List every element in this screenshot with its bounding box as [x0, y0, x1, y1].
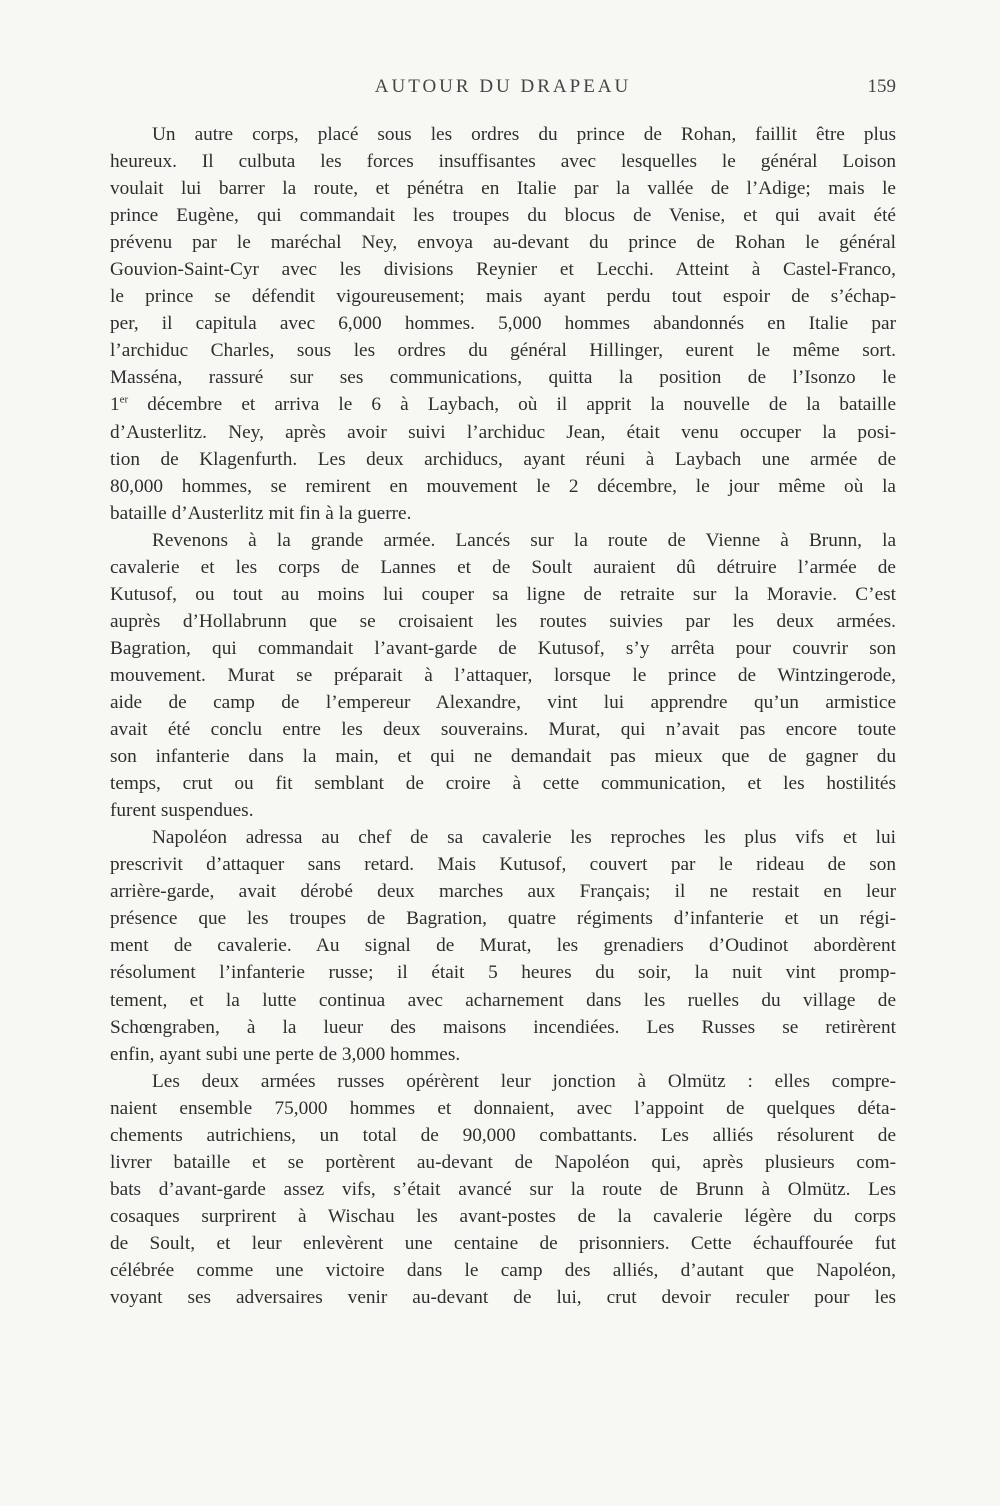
paragraph-4: [110, 1068, 896, 1311]
text-line: Masséna, rassuré sur ses communications, quitta la position de l’Isonzo le: [110, 367, 896, 389]
text-line: livrer bataille et se portèrent au-devant de Napoléon qui, après plusieurs com-: [110, 1151, 896, 1173]
text-line: son infanterie dans la main, et qui ne demandait pas mieux que de gagner du: [110, 746, 896, 768]
text-line: ment de cavalerie. Au signal de Murat, les grenadiers d’Oudinot abordèrent: [110, 935, 896, 957]
text-line: Kutusof, ou tout au moins lui couper sa ligne de retraite sur la Moravie. C’est: [110, 583, 896, 605]
text-line: Schœngraben, à la lueur des maisons incendiées. Les Russes se retirèrent: [110, 1016, 896, 1038]
text-line: bats d’avant-garde assez vifs, s’était avancé sur la route de Brunn à Olmütz. Les: [110, 1178, 896, 1200]
text-line: enfin, ayant subi une perte de 3,000 hommes.: [110, 1043, 461, 1065]
text-line: arrière-garde, avait dérobé deux marches aux Français; il ne restait en leur: [110, 881, 896, 903]
text-line: heureux. Il culbuta les forces insuffisantes avec lesquelles le général Loison: [110, 151, 896, 173]
text-line: Revenons à la grande armée. Lancés sur la route de Vienne à Brunn, la: [152, 529, 896, 551]
text-line: Gouvion-Saint-Cyr avec les divisions Reynier et Lecchi. Atteint à Castel-Franco,: [110, 259, 896, 281]
text-line: Un autre corps, placé sous les ordres du prince de Rohan, faillit être plus: [152, 124, 896, 145]
text-line: per, il capitula avec 6,000 hommes. 5,000 hommes abandonnés en Italie par: [110, 313, 896, 335]
text-line: Napoléon adressa au chef de sa cavalerie les reproches les plus vifs et lui: [152, 827, 896, 849]
text-line: Bagration, qui commandait l’avant-garde de Kutusof, s’y arrêta pour couvrir son: [110, 637, 896, 659]
text-line: temps, crut ou fit semblant de croire à cette communication, et les hostilités: [110, 773, 896, 795]
text-line: prince Eugène, qui commandait les troupes du blocus de Venise, et qui avait été: [110, 205, 896, 227]
text-line: 1er décembre et arriva le 6 à Laybach, où il apprit la nouvelle de la bataille: [110, 394, 896, 416]
paragraph-2: [110, 527, 896, 825]
paragraph-1: [110, 121, 896, 527]
running-head: [110, 74, 896, 104]
text-line: mouvement. Murat se préparait à l’attaquer, lorsque le prince de Wintzingerode,: [110, 664, 896, 686]
text-line: cavalerie et les corps de Lannes et de Soult auraient dû détruire l’armée de: [110, 556, 896, 578]
text-line: prescrivit d’attaquer sans retard. Mais Kutusof, couvert par le rideau de son: [110, 854, 896, 876]
text-line: tion de Klagenfurth. Les deux archiducs, ayant réuni à Laybach une armée de: [110, 448, 896, 470]
text-line: l’archiduc Charles, sous les ordres du général Hillinger, eurent le même sort.: [110, 340, 896, 362]
paragraph-3: [110, 824, 896, 1067]
text-line: voulait lui barrer la route, et pénétra en Italie par la vallée de l’Adige; mais le: [110, 178, 896, 200]
text-line: célébrée comme une victoire dans le camp des alliés, d’autant que Napoléon,: [110, 1259, 896, 1281]
text-line: de Soult, et leur enlevèrent une centaine de prisonniers. Cette échauffourée fut: [110, 1232, 896, 1254]
text-line: Les deux armées russes opérèrent leur jonction à Olmütz : elles compre-: [152, 1070, 896, 1092]
text-line: 80,000 hommes, se remirent en mouvement le 2 décembre, le jour même où la: [110, 475, 896, 497]
text-line: le prince se défendit vigoureusement; mais ayant perdu tout espoir de s’échap-: [110, 286, 896, 308]
text-line: naient ensemble 75,000 hommes et donnaient, avec l’appoint de quelques déta-: [110, 1097, 896, 1119]
text-line: avait été conclu entre les deux souverains. Murat, qui n’avait pas encore toute: [110, 719, 896, 741]
text-line: bataille d’Austerlitz mit fin à la guerre.: [110, 502, 412, 524]
text-line: aide de camp de l’empereur Alexandre, vint lui apprendre qu’un armistice: [110, 691, 896, 713]
text-line: auprès d’Hollabrunn que se croisaient les routes suivies par les deux armées.: [110, 610, 896, 632]
text-line: chements autrichiens, un total de 90,000 combattants. Les alliés résolurent de: [110, 1124, 896, 1146]
text-line: cosaques surprirent à Wischau les avant-postes de la cavalerie légère du corps: [110, 1205, 896, 1227]
text-line: voyant ses adversaires venir au-devant de lui, crut devoir reculer pour les: [110, 1287, 896, 1309]
text-line: tement, et la lutte continua avec acharnement dans les ruelles du village de: [110, 989, 896, 1011]
text-line: présence que les troupes de Bagration, quatre régiments d’infanterie et un régi-: [110, 908, 896, 930]
running-title: AUTOUR DU DRAPEAU: [374, 76, 632, 97]
text-line: résolument l’infanterie russe; il était 5 heures du soir, la nuit vint promp-: [110, 962, 896, 984]
text-line: d’Austerlitz. Ney, après avoir suivi l’archiduc Jean, était venu occuper la posi-: [110, 421, 896, 443]
page-number: 159: [867, 76, 896, 97]
text-line: prévenu par le maréchal Ney, envoya au-devant du prince de Rohan le général: [110, 232, 896, 254]
text-body: [110, 121, 896, 1311]
text-line: furent suspendues.: [110, 800, 254, 822]
